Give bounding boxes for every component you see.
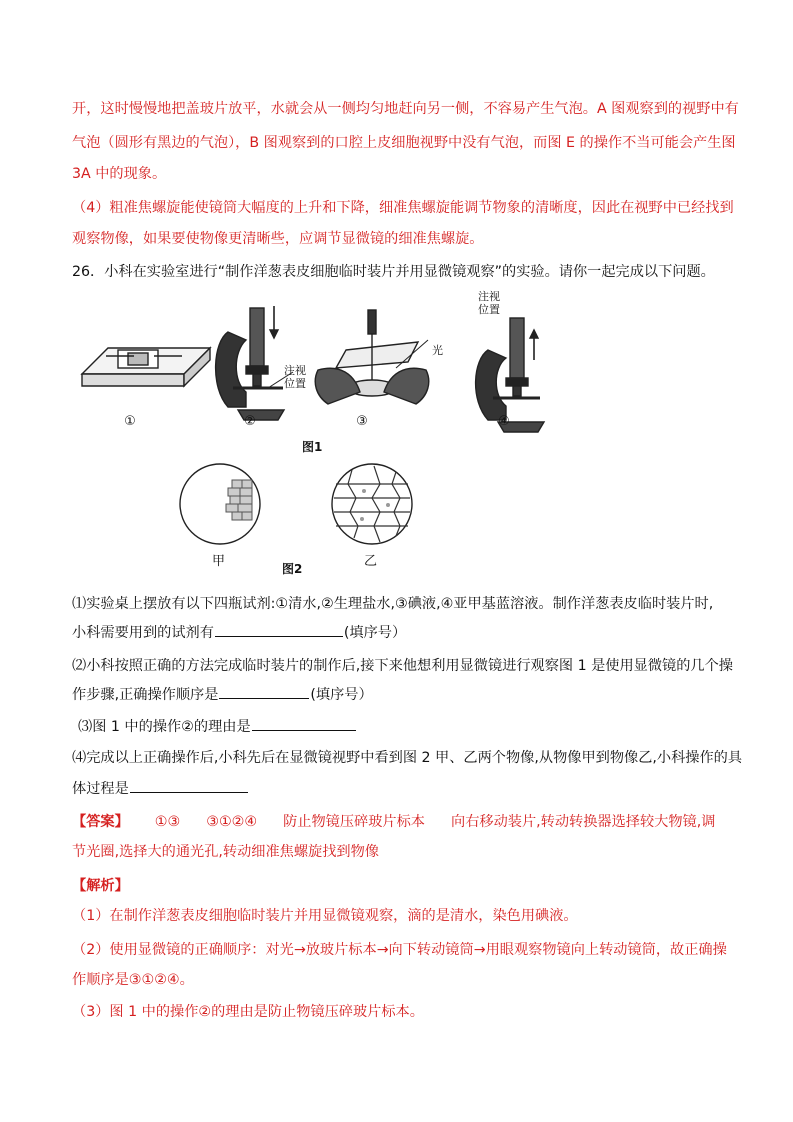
microscope-lower-icon xyxy=(216,306,293,420)
analysis-line: （3）图 1 中的操作②的理由是防止物镜压碎玻片标本。 xyxy=(72,1004,424,1020)
question-1-line: 小科需要用到的试剂有 (填序号） xyxy=(72,622,406,643)
question-2-line: 作步骤,正确操作顺序是 (填序号） xyxy=(72,684,373,705)
watch-annotation-top: 注视 位置 xyxy=(478,290,500,316)
figure-2-label-b: 乙 xyxy=(364,554,378,569)
figure-1-label: ④ xyxy=(498,414,510,429)
figure-1-caption: 图1 xyxy=(302,440,323,454)
figure-1-label: ② xyxy=(244,414,256,429)
question-3-line: ⑶图 1 中的操作②的理由是 xyxy=(78,716,357,737)
light-adjust-icon xyxy=(315,310,429,404)
slide-step-icon xyxy=(82,348,210,386)
analysis-head: 【解析】 xyxy=(72,878,129,894)
answer-line: 【答案】 ①③ ③①②④ 防止物镜压碎玻片标本 向右移动装片,转动转换器选择较大物镜,调 xyxy=(72,814,716,830)
figure-2-label-a: 甲 xyxy=(212,554,226,569)
question-1-line: ⑴实验桌上摆放有以下四瓶试剂:①清水,②生理盐水,③碘液,④亚甲基蓝溶液。制作洋葱表皮临时装片时, xyxy=(72,596,714,612)
question-2-line: ⑵小科按照正确的方法完成临时装片的制作后,接下来他想利用显微镜进行观察图 1 是使用显微镜的几个操 xyxy=(72,658,733,674)
text-line: 气泡（圆形有黑边的气泡），B 图观察到的口腔上皮细胞视野中没有气泡，而图 E 的操作不当可能会产生图 xyxy=(72,135,736,151)
answer-blank xyxy=(215,622,343,637)
figure-2-caption: 图2 xyxy=(282,562,303,576)
figure-2 xyxy=(176,458,436,578)
text-line: 观察物像，如果要使物像更清晰些，应调节显微镜的细准焦螺旋。 xyxy=(72,231,484,247)
figure-1 xyxy=(78,292,558,462)
figure-1-label: ① xyxy=(124,414,136,429)
analysis-line: 作顺序是③①②④。 xyxy=(72,972,194,988)
figure-1-drawing xyxy=(78,292,558,462)
text-line: （4）粗准焦螺旋能使镜筒大幅度的上升和下降，细准焦螺旋能调节物象的清晰度，因此在视野中已经找到 xyxy=(72,200,734,216)
watch-annotation: 注视 位置 xyxy=(284,364,306,390)
analysis-line: （1）在制作洋葱表皮细胞临时装片并用显微镜观察，滴的是清水，染色用碘液。 xyxy=(72,908,578,924)
answer-line: 节光圈,选择大的通光孔,转动细准焦螺旋找到物像 xyxy=(72,844,379,860)
question-stem: 26．小科在实验室进行“制作洋葱表皮细胞临时装片并用显微镜观察”的实验。请你一起完成以下问题。 xyxy=(72,264,715,280)
view-b-circle xyxy=(332,464,412,544)
light-annotation: 光 xyxy=(432,344,443,357)
text-line: 开，这时慢慢地把盖玻片放平，水就会从一侧均匀地赶向另一侧，不容易产生气泡。A 图观察到的视野中有 xyxy=(72,101,739,117)
figure-1-label: ③ xyxy=(356,414,368,429)
figure-2-drawing xyxy=(176,458,436,558)
answer-blank xyxy=(252,716,356,731)
text-line: 3A 中的现象。 xyxy=(72,166,167,182)
question-4-line: ⑷完成以上正确操作后,小科先后在显微镜视野中看到图 2 甲、乙两个物像,从物像甲到物像乙,小科操作的具 xyxy=(72,750,743,766)
question-4-line: 体过程是 xyxy=(72,778,249,799)
view-a-circle xyxy=(180,464,260,544)
analysis-line: （2）使用显微镜的正确顺序：对光→放玻片标本→向下转动镜筒→用眼观察物镜向上转动镜筒，故正确操 xyxy=(72,942,727,958)
answer-blank xyxy=(219,684,309,699)
answer-blank xyxy=(130,778,248,793)
